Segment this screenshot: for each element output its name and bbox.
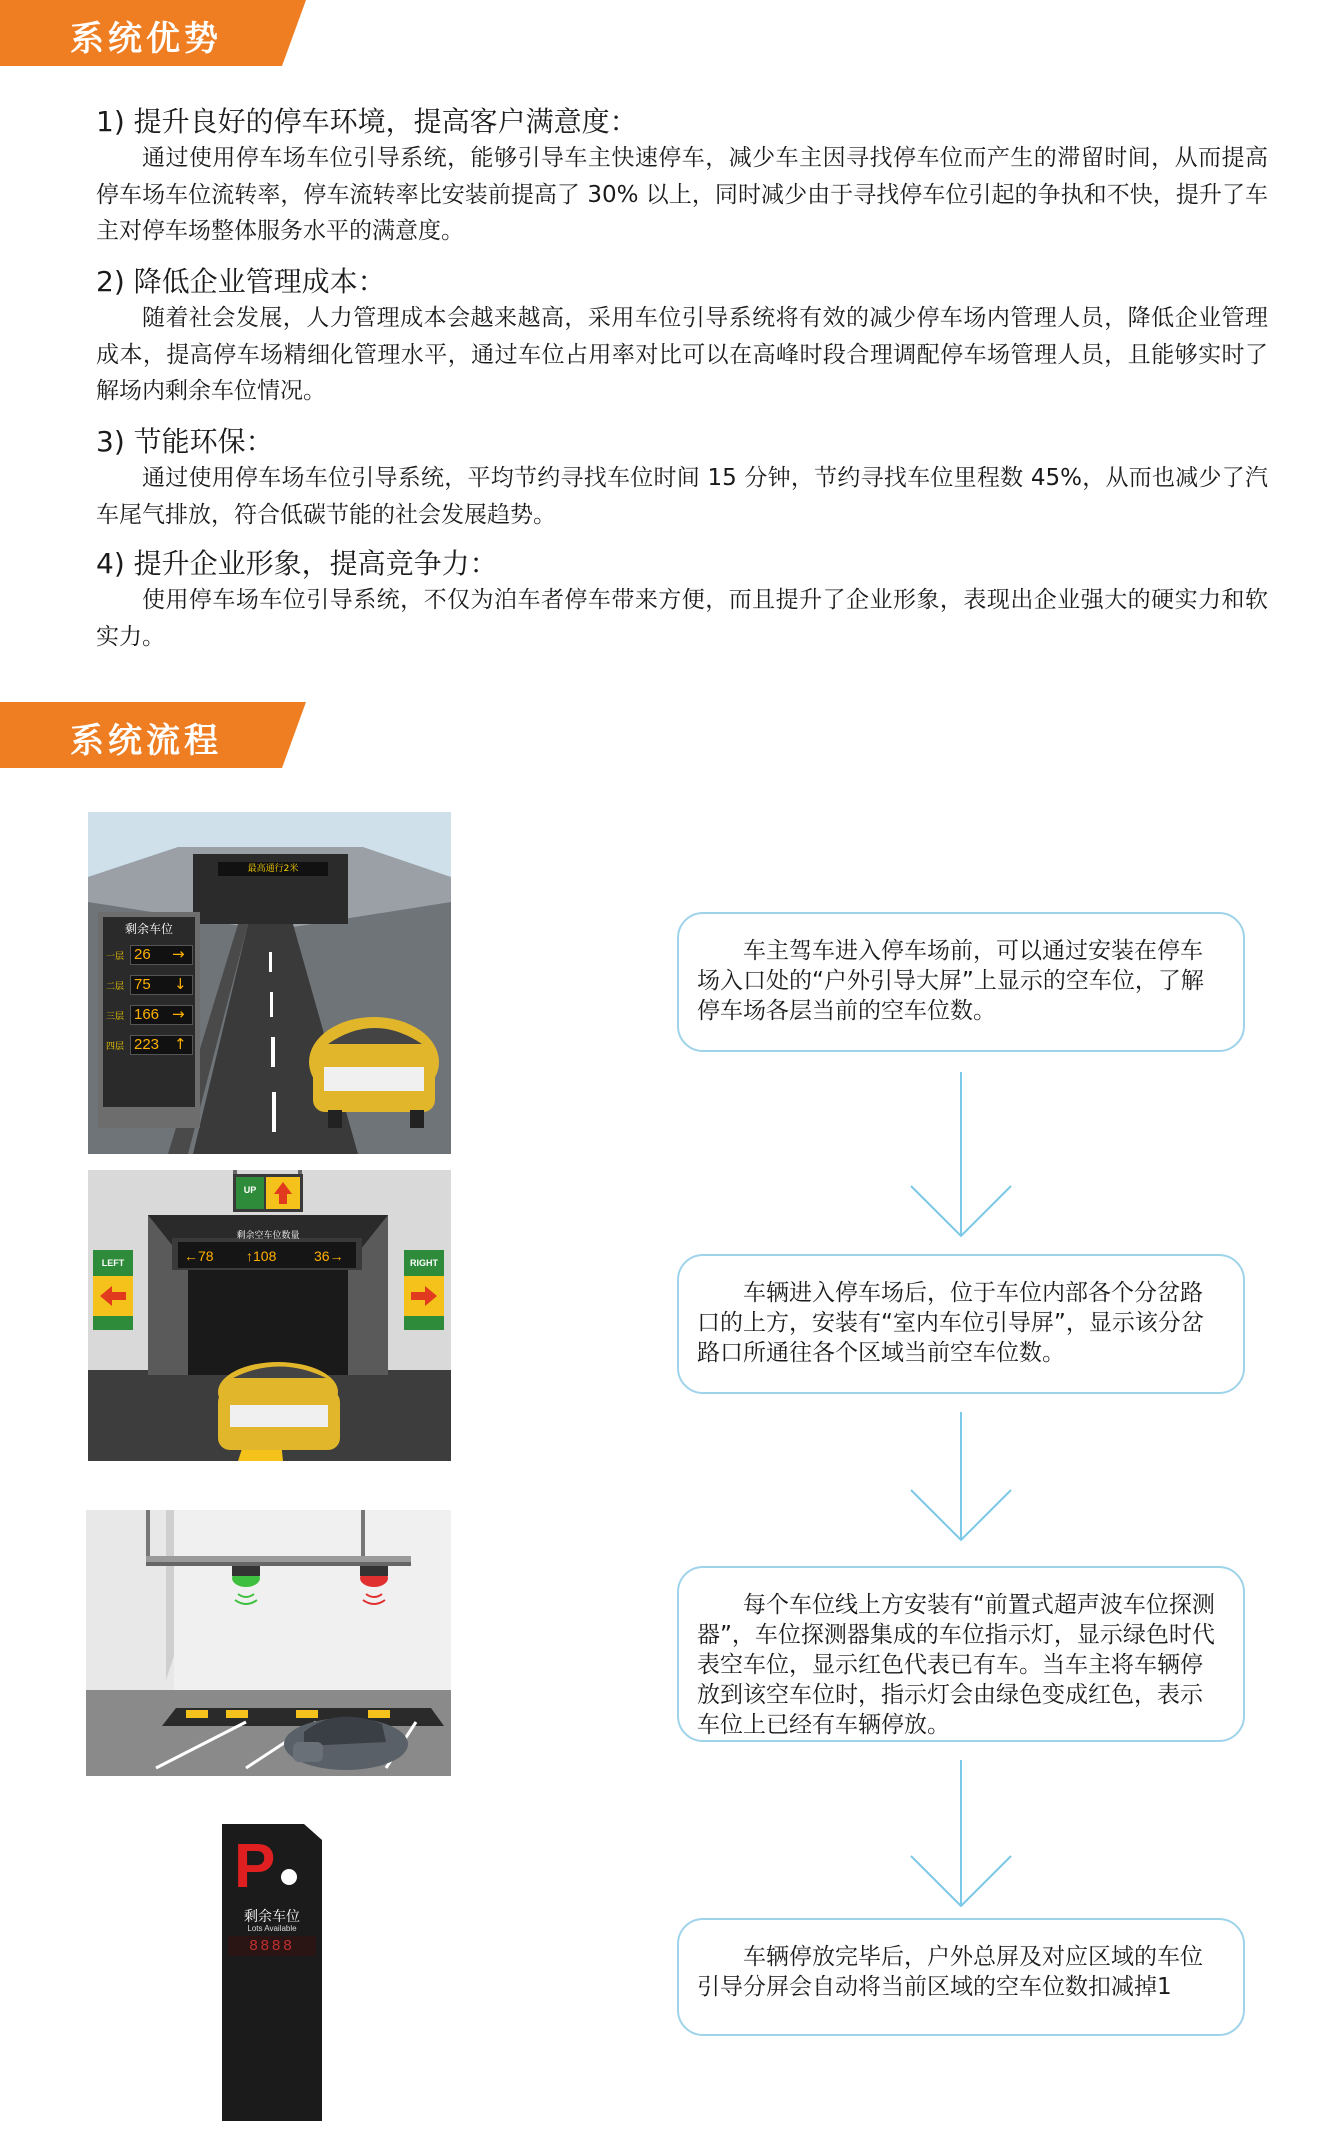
arrow-up-icon: ↑ [174,1035,187,1053]
advantage-item-4 [96,546,1268,655]
gate-height-sign: 最高通行2米 [247,864,299,874]
flow-step-4 [677,1918,1245,2036]
section-title: 系统流程 [70,721,222,761]
outdoor-guidance-illustration [88,812,451,1154]
arrow-down-icon: ↓ [174,975,187,993]
arrow-up-icon: ↑ [246,1248,253,1264]
left-sign-label: LEFT [101,1258,125,1268]
sign-label: 剩余车位 [244,1909,300,1925]
section-banner-advantages [0,0,306,72]
advantage-body: 通过使用停车场车位引导系统，能够引导车主快速停车，减少车主因寻找停车位而产生的滞留时间，从而提高停车场车位流转率，停车流转率比安装前提高了 30% 以上，同时减少由于寻找停车位引起的争执和不快，提升了车主对停车场整体服务水平的满意度。 [96,145,1268,244]
lots-available-sign-illustration [222,1824,322,2121]
parking-p-letter: P [234,1832,276,1901]
flow-step-text: 车主驾车进入停车场前，可以通过安装在停车场入口处的“户外引导大屏”上显示的空车位，了解停车场各层当前的空车位数。 [697,938,1204,1024]
advantage-heading: 1) 提升良好的停车环境，提高客户满意度： [96,105,638,138]
floor-count: 75 [130,975,193,995]
sign-digits: 8888 [249,1937,295,1954]
arrow-down-icon [881,1072,1041,1240]
section-title: 系统优势 [70,19,222,59]
advantage-heading: 2) 降低企业管理成本： [96,265,386,298]
floor-row [106,1005,192,1025]
advantage-body: 随着社会发展，人力管理成本会越来越高，采用车位引导系统将有效的减少停车场内管理人员，降低企业管理成本，提高停车场精细化管理水平，通过车位占用率对比可以在高峰时段合理调配停车场管理人员，且能够实时了解场内剩余车位情况。 [96,305,1268,404]
floor-row [106,1035,192,1055]
indoor-count-middle [246,1248,276,1264]
arrow-down-icon [881,1760,1041,1910]
floor-name: 三层 [106,1012,125,1022]
floor-row [106,945,192,965]
advantage-heading: 3) 节能环保： [96,425,274,458]
count-value: 36 [314,1248,330,1264]
flow-step-2 [677,1254,1245,1394]
section-banner-process [0,702,306,774]
floor-name: 二层 [106,982,125,992]
arrow-right-icon: → [172,1005,185,1023]
flow-step-text: 车辆进入停车场后，位于车位内部各个分岔路口的上方，安装有“室内车位引导屏”，显示该分岔路口所通往各个区域当前空车位数。 [697,1280,1204,1366]
arrow-left-icon: ← [184,1248,198,1264]
arrow-right-icon: → [172,945,185,963]
up-sign-label: UP [243,1185,257,1195]
floor-count: 223 [130,1035,193,1055]
advantage-body: 使用停车场车位引导系统，不仅为泊车者停车带来方便，而且提升了企业形象，表现出企业强大的硬实力和软实力。 [96,587,1268,650]
remaining-board-title: 剩余车位 [124,922,173,936]
flow-step-text: 每个车位线上方安装有“前置式超声波车位探测器”，车位探测器集成的车位指示灯，显示绿色时代表空车位，显示红色代表已有车。当车主将车辆停放到该空车位时，指示灯会由绿色变成红色，表示车位上已经有车辆停放。 [697,1592,1215,1738]
ultrasonic-detector-illustration [86,1510,451,1776]
sign-sublabel: Lots Available [247,1924,297,1933]
right-sign-label: RIGHT [410,1258,438,1268]
floor-row [106,975,192,995]
arrow-right-icon: → [329,1248,344,1264]
advantage-item-2 [96,264,1268,410]
indoor-guidance-illustration [88,1170,451,1461]
floor-name: 四层 [106,1042,125,1052]
advantage-item-1 [96,104,1268,250]
floor-name: 一层 [106,952,125,962]
indoor-count-left [184,1248,214,1264]
arrow-down-icon [881,1412,1041,1544]
indoor-board-title: 剩余空车位数量 [236,1231,300,1241]
flow-step-text: 车辆停放完毕后，户外总屏及对应区域的车位引导分屏会自动将当前区域的空车位数扣减掉1 [697,1944,1203,2000]
flow-step-3 [677,1566,1245,1742]
advantage-body: 通过使用停车场车位引导系统，平均节约寻找车位时间 15 分钟，节约寻找车位里程数 45%，从而也减少了汽车尾气排放，符合低碳节能的社会发展趋势。 [96,465,1268,528]
advantage-heading: 4) 提升企业形象，提高竞争力： [96,547,498,580]
count-value: 78 [198,1248,214,1264]
indoor-count-right [314,1248,344,1264]
floor-count: 166 [130,1005,193,1025]
count-value: 108 [253,1248,277,1264]
advantage-item-3 [96,424,1268,533]
floor-count: 26 [130,945,193,965]
flow-step-1 [677,912,1245,1052]
